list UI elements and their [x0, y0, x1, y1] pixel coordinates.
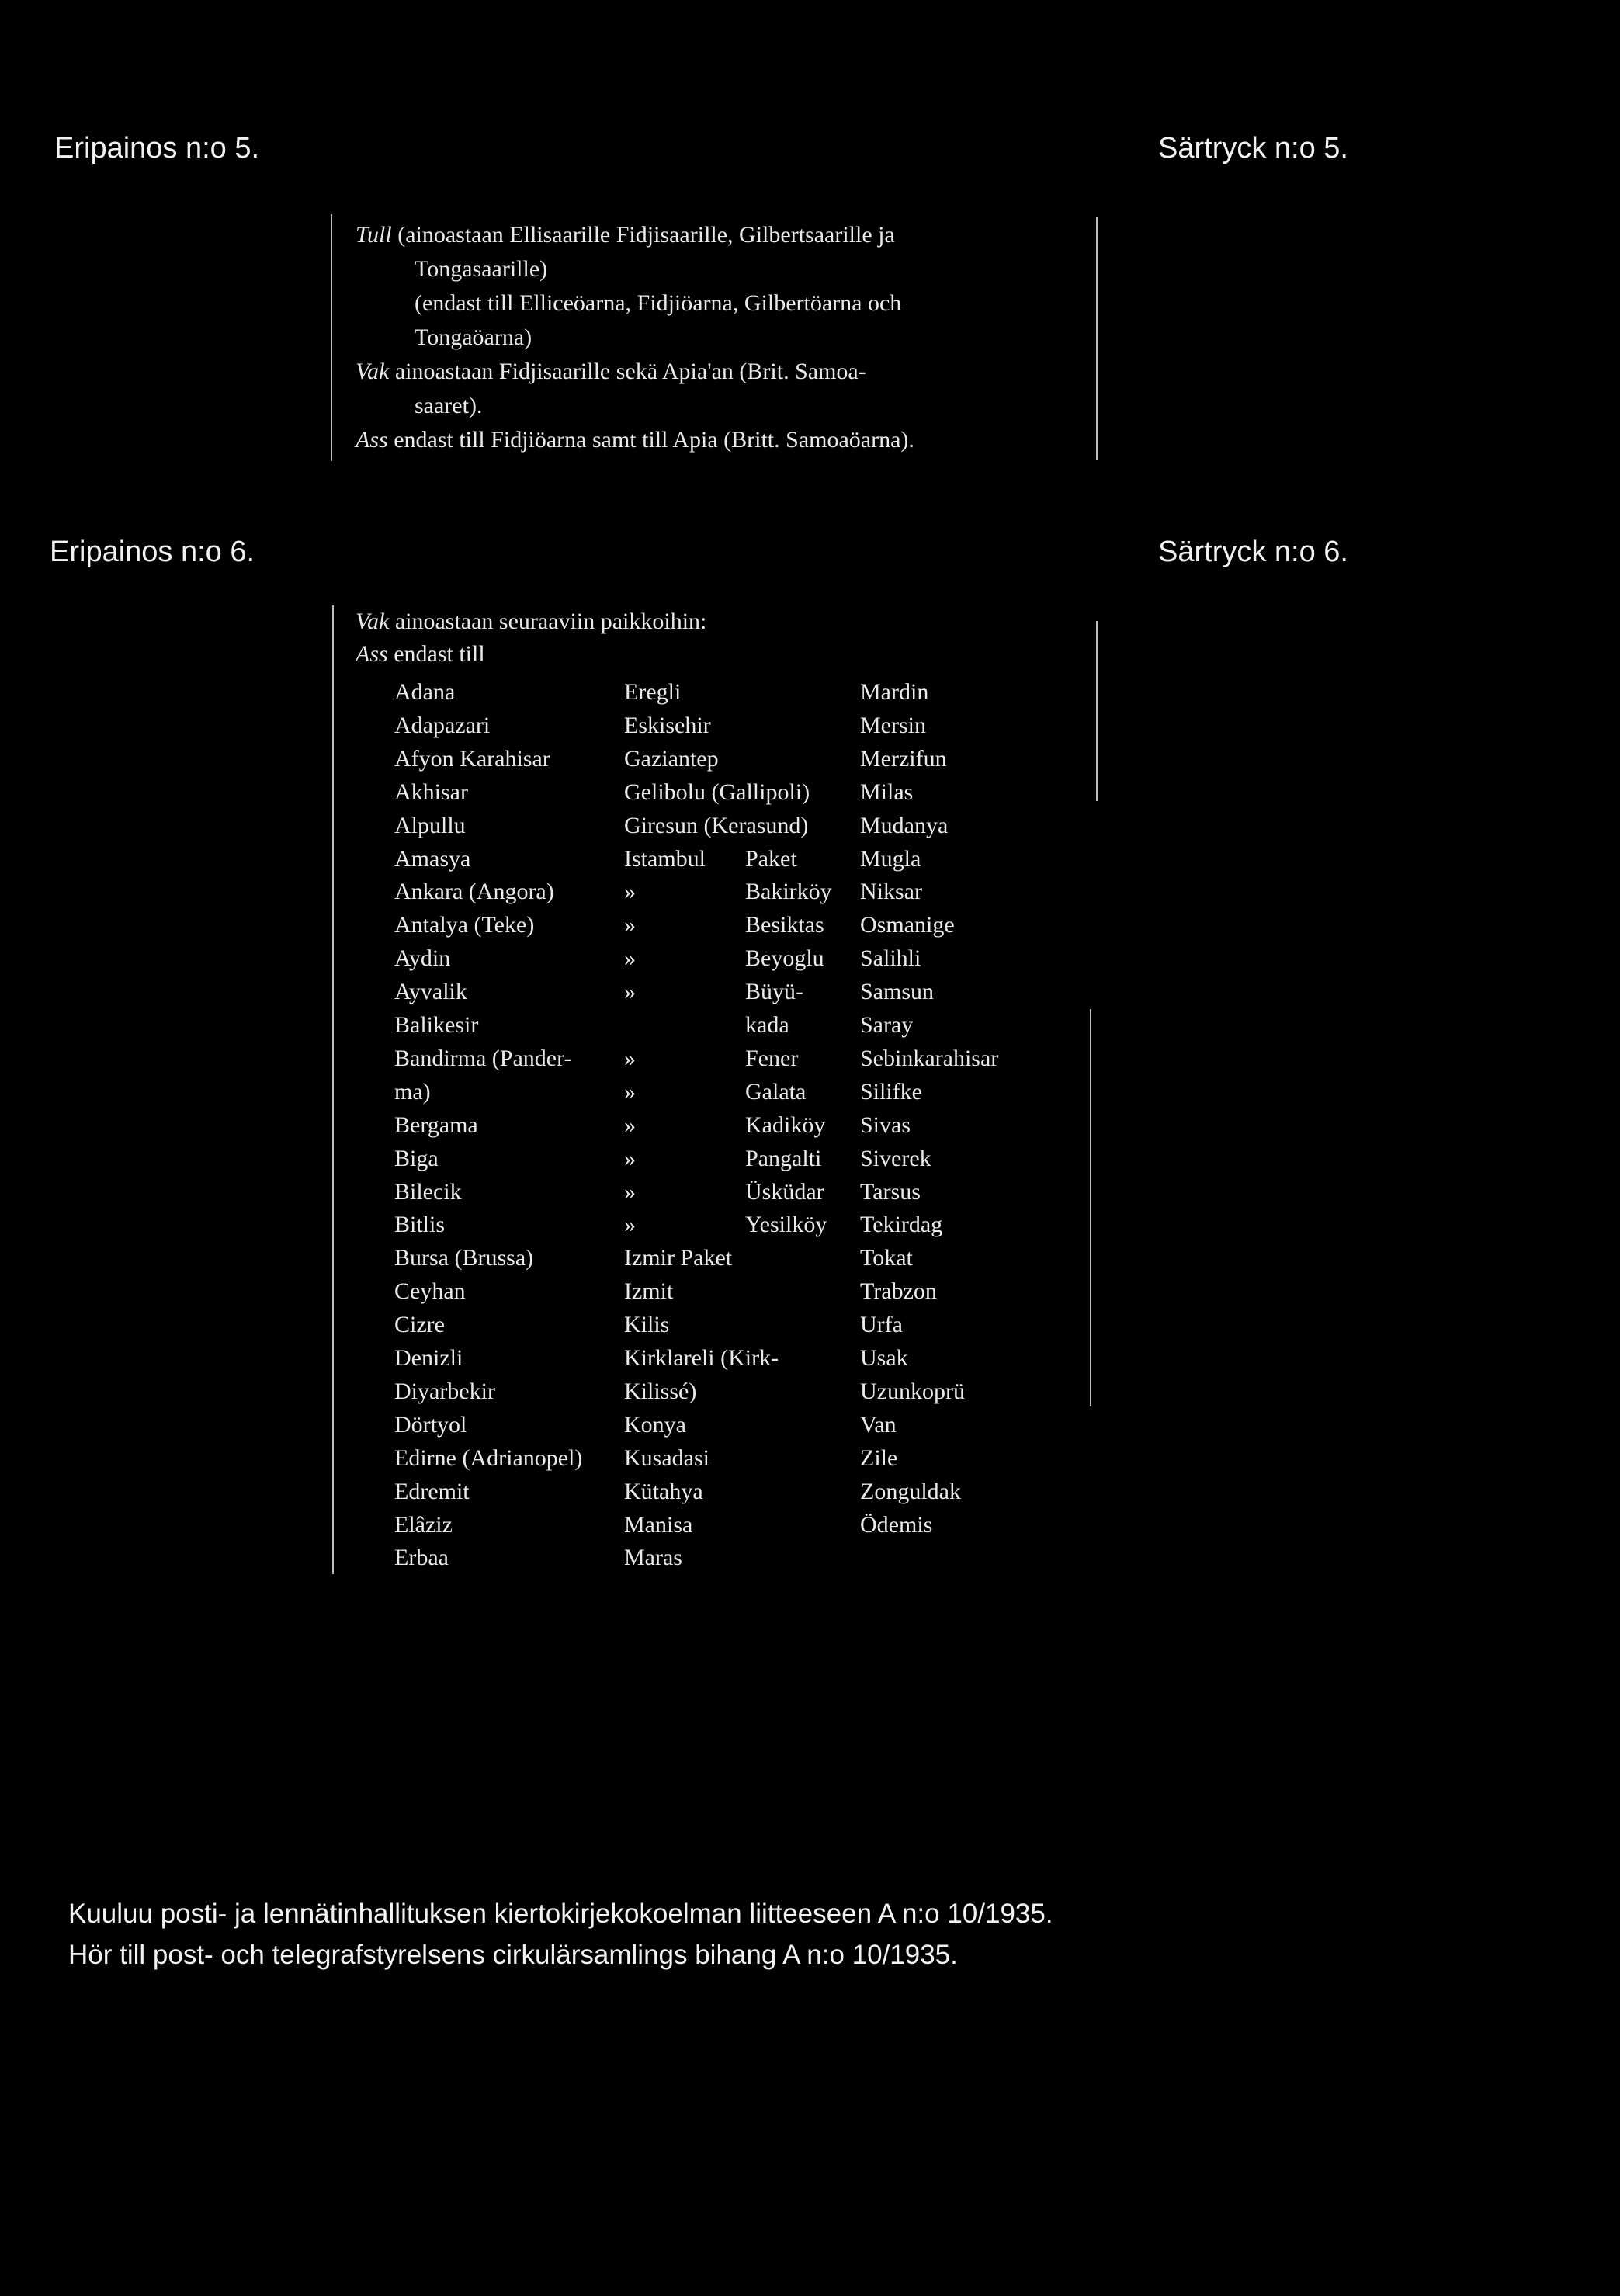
- place-cell-col2: »: [624, 945, 636, 972]
- place-cell-col4: Usak: [860, 1345, 908, 1371]
- place-cell-col1: Ceyhan: [394, 1278, 466, 1305]
- place-cell-col2: Izmit: [624, 1278, 674, 1305]
- place-cell-col2: Kütahya: [624, 1478, 703, 1504]
- place-cell-col3: Kadiköy: [745, 1112, 826, 1138]
- place-cell-col1: Erbaa: [394, 1545, 449, 1571]
- place-cell-col4: Trabzon: [860, 1278, 937, 1305]
- place-cell-col2: Maras: [624, 1545, 682, 1571]
- place-cell-col1: Bilecik: [394, 1178, 462, 1205]
- place-cell-col1: Antalya (Teke): [394, 912, 535, 938]
- place-cell-col1: Ankara (Angora): [394, 879, 554, 905]
- place-cell-col4: Mersin: [860, 712, 926, 738]
- place-row: [356, 1209, 1101, 1240]
- place-row: [356, 1143, 1101, 1174]
- place-row: [356, 810, 1101, 841]
- place-cell-col4: Merzifun: [860, 745, 947, 772]
- place-cell-col4: Silifke: [860, 1078, 922, 1105]
- place-cell-col1: Bitlis: [394, 1212, 446, 1238]
- line-text: Tongasaarille): [415, 256, 548, 282]
- place-cell-col4: Salihli: [860, 945, 921, 972]
- place-row: [356, 777, 1101, 808]
- place-row: [356, 943, 1101, 974]
- place-cell-col4: Uzunkoprü: [860, 1378, 965, 1404]
- section-5-line: [356, 222, 895, 248]
- place-cell-col2: Gaziantep: [624, 745, 719, 772]
- line-text: ainoastaan seuraaviin paikkoihin:: [394, 609, 707, 634]
- place-cell-col2: »: [624, 1145, 636, 1171]
- place-row: [356, 710, 1101, 741]
- place-cell-col4: Urfa: [860, 1312, 903, 1338]
- place-cell-col2: Gelibolu (Gallipoli): [624, 779, 810, 805]
- place-cell-col1: Dörtyol: [394, 1411, 467, 1438]
- place-row: [356, 876, 1101, 907]
- line-text: endast till Fidjiöarna samt till Apia (Britt. Samoaöarna).: [394, 427, 914, 453]
- place-cell-col2: »: [624, 1178, 636, 1205]
- place-cell-col2: »: [624, 1045, 636, 1071]
- place-cell-col2: Manisa: [624, 1511, 693, 1538]
- place-cell-col3: Büyü-: [745, 979, 803, 1005]
- place-cell-col3: Beyoglu: [745, 945, 824, 972]
- place-row: [356, 1010, 1101, 1041]
- place-cell-col3: Bakirköy: [745, 879, 832, 905]
- place-cell-col2: »: [624, 879, 636, 905]
- place-cell-col3: Yesilköy: [745, 1212, 827, 1238]
- place-cell-col2: Kilissé): [624, 1378, 697, 1404]
- footer-line-swedish: Hör till post- och telegrafstyrelsens cirkulärsamlings bihang A n:o 10/1935.: [68, 1940, 958, 1970]
- place-cell-col2: »: [624, 1112, 636, 1138]
- place-cell-col2: »: [624, 1078, 636, 1105]
- place-row: [356, 1476, 1101, 1507]
- place-row: [356, 910, 1101, 941]
- place-row: [356, 1443, 1101, 1474]
- header-5-right: Särtryck n:o 5.: [1158, 132, 1348, 165]
- place-cell-col2: Giresun (Kerasund): [624, 812, 809, 838]
- place-cell-col4: Tekirdag: [860, 1212, 943, 1238]
- place-cell-col2: Istambul: [624, 845, 706, 872]
- line-text: Tongaöarna): [415, 324, 532, 350]
- place-row: [356, 1077, 1101, 1108]
- place-cell-col4: Ödemis: [860, 1511, 933, 1538]
- section-6-intro-line: [356, 609, 706, 635]
- place-cell-col4: Sivas: [860, 1112, 911, 1138]
- section-5-line: [356, 359, 866, 385]
- place-cell-col2: Kusadasi: [624, 1445, 709, 1471]
- header-5-left: Eripainos n:o 5.: [54, 132, 260, 165]
- place-cell-col1: Bandirma (Pander-: [394, 1045, 572, 1071]
- place-cell-col2: Eskisehir: [624, 712, 711, 738]
- place-cell-col4: Mugla: [860, 845, 921, 872]
- service-code-label: Ass: [356, 427, 388, 453]
- place-cell-col3: Pangalti: [745, 1145, 822, 1171]
- place-cell-col4: Osmanige: [860, 912, 955, 938]
- place-cell-col1: Bergama: [394, 1112, 478, 1138]
- header-6-left: Eripainos n:o 6.: [50, 536, 255, 568]
- place-cell-col4: Zonguldak: [860, 1478, 961, 1504]
- place-row: [356, 1410, 1101, 1441]
- place-cell-col3: kada: [745, 1012, 789, 1038]
- section-6-intro-line: [356, 641, 485, 668]
- place-row: [356, 1043, 1101, 1074]
- place-cell-col2: »: [624, 1212, 636, 1238]
- place-cell-col4: Samsun: [860, 979, 935, 1005]
- place-cell-col4: Tokat: [860, 1245, 913, 1271]
- place-cell-col4: Sebinkarahisar: [860, 1045, 999, 1071]
- place-row: [356, 744, 1101, 775]
- place-cell-col2: Izmir Paket: [624, 1245, 733, 1271]
- section-5-line: [356, 427, 914, 453]
- place-cell-col3: Fener: [745, 1045, 799, 1071]
- section-5-line: [415, 324, 532, 351]
- place-cell-col3: Besiktas: [745, 912, 824, 938]
- place-row: [356, 1309, 1101, 1340]
- place-cell-col2: Konya: [624, 1411, 686, 1438]
- place-cell-col2: »: [624, 979, 636, 1005]
- place-cell-col4: Saray: [860, 1012, 914, 1038]
- line-text: (endast till Elliceöarna, Fidjiöarna, Gilbertöarna och: [415, 290, 902, 316]
- place-row: [356, 1542, 1101, 1573]
- place-row: [356, 1110, 1101, 1141]
- place-cell-col2: Eregli: [624, 679, 682, 705]
- section-6-left-rule: [332, 605, 334, 1574]
- line-text: endast till: [394, 641, 485, 667]
- place-cell-col1: Edirne (Adrianopel): [394, 1445, 583, 1471]
- place-row: [356, 976, 1101, 1008]
- place-cell-col1: Bursa (Brussa): [394, 1245, 534, 1271]
- section-5-right-rule: [1096, 217, 1098, 460]
- place-cell-col4: Zile: [860, 1445, 898, 1471]
- place-cell-col1: Adapazari: [394, 712, 491, 738]
- place-cell-col1: Edremit: [394, 1478, 470, 1504]
- section-5-line: [415, 290, 901, 317]
- place-row: [356, 1243, 1101, 1274]
- place-cell-col1: Amasya: [394, 845, 471, 872]
- place-cell-col1: ma): [394, 1078, 431, 1105]
- place-row: [356, 844, 1101, 875]
- section-5-line: [415, 256, 547, 283]
- place-cell-col1: Diyarbekir: [394, 1378, 495, 1404]
- place-row: [356, 1177, 1101, 1208]
- place-cell-col1: Ayvalik: [394, 979, 467, 1005]
- place-cell-col1: Cizre: [394, 1312, 445, 1338]
- place-cell-col1: Aydin: [394, 945, 451, 972]
- place-row: [356, 1510, 1101, 1541]
- service-code-label: Vak: [356, 609, 390, 634]
- place-cell-col1: Balikesir: [394, 1012, 479, 1038]
- service-code-label: Ass: [356, 641, 388, 667]
- place-cell-col2: Kilis: [624, 1312, 670, 1338]
- place-row: [356, 1276, 1101, 1307]
- place-cell-col1: Alpullu: [394, 812, 466, 838]
- place-cell-col4: Mardin: [860, 679, 929, 705]
- place-cell-col4: Van: [860, 1411, 897, 1438]
- place-cell-col4: Niksar: [860, 879, 922, 905]
- place-cell-col1: Afyon Karahisar: [394, 745, 550, 772]
- place-cell-col3: Üsküdar: [745, 1178, 824, 1205]
- service-code-label: Tull: [356, 222, 392, 248]
- place-row: [356, 677, 1101, 708]
- service-code-label: Vak: [356, 359, 390, 384]
- place-cell-col3: Galata: [745, 1078, 807, 1105]
- place-cell-col1: Adana: [394, 679, 456, 705]
- place-cell-col3: Paket: [745, 845, 797, 872]
- place-cell-col1: Akhisar: [394, 779, 468, 805]
- place-cell-col2: »: [624, 912, 636, 938]
- place-row: [356, 1376, 1101, 1407]
- line-text: saaret).: [415, 393, 483, 418]
- place-cell-col2: Kirklareli (Kirk-: [624, 1345, 779, 1371]
- place-cell-col1: Biga: [394, 1145, 439, 1171]
- place-cell-col4: Mudanya: [860, 812, 949, 838]
- place-cell-col1: Elâziz: [394, 1511, 453, 1538]
- line-text: ainoastaan Fidjisaarille sekä Apia'an (Brit. Samoa-: [394, 359, 866, 384]
- place-cell-col4: Siverek: [860, 1145, 931, 1171]
- place-cell-col4: Tarsus: [860, 1178, 921, 1205]
- line-text: (ainoastaan Ellisaarille Fidjisaarille, Gilbertsaarille ja: [397, 222, 895, 248]
- section-5-line: [415, 393, 482, 419]
- place-cell-col4: Milas: [860, 779, 914, 805]
- section-5-left-rule: [331, 214, 332, 461]
- place-cell-col1: Denizli: [394, 1345, 463, 1371]
- footer-line-finnish: Kuuluu posti- ja lennätinhallituksen kiertokirjekokoelman liitteeseen A n:o 10/1935.: [68, 1899, 1053, 1929]
- header-6-right: Särtryck n:o 6.: [1158, 536, 1348, 568]
- place-row: [356, 1343, 1101, 1374]
